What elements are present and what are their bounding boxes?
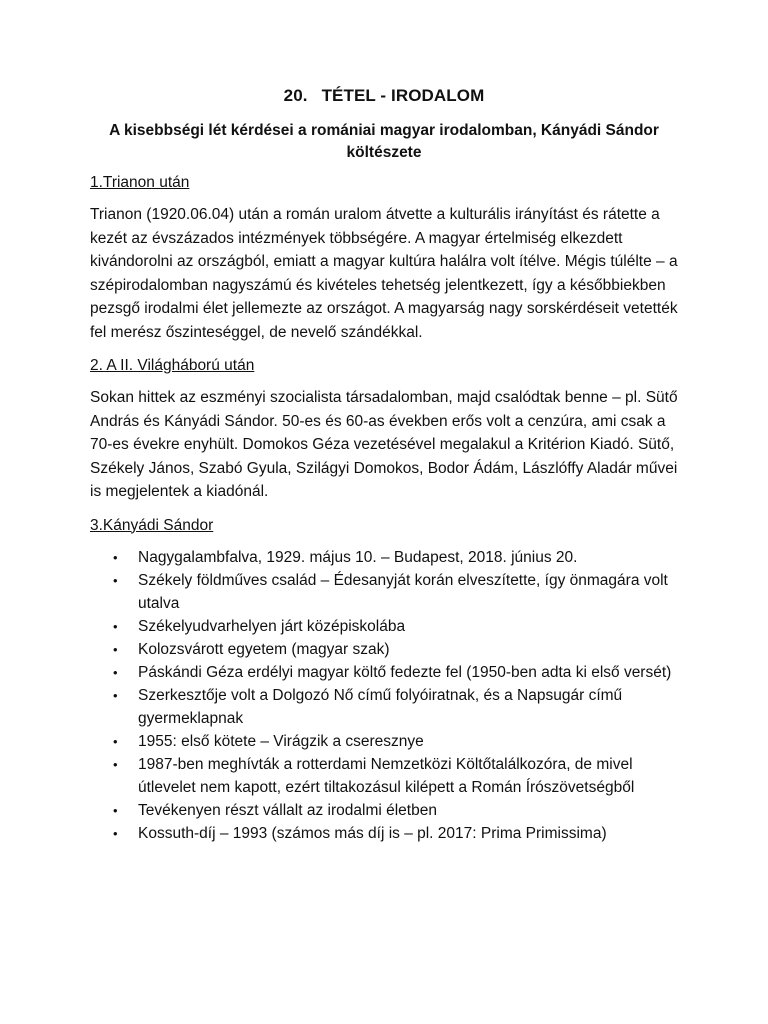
list-item [113, 569, 678, 615]
list-item-text: Kossuth-díj – 1993 (számos más díj is – pl. 2017: Prima Primissima) [138, 824, 607, 842]
section-heading-ww2: 2. A II. Világháború után [90, 357, 255, 374]
list-item [113, 799, 678, 822]
bullet-icon: • [113, 664, 118, 680]
bullet-icon: • [113, 641, 118, 657]
list-item-text: Nagygalambfalva, 1929. május 10. – Budapest, 2018. június 20. [138, 548, 578, 566]
section-paragraph-ww2: Sokan hittek az eszményi szocialista társadalomban, majd csalódtak benne – pl. Sütő András és Kányádi Sándor. 50-es és 60-as években erős volt a cenzúra, ami csak a 70-es évekre enyhült. Domokos Géza vezetésével megalakul a Kritérion Kiadó. Sütő, Székely János, Szabó Gyula, Szilágyi Domokos, Bodor Ádám, Lászlóffy Aladár művei is megjelentek a kiadónál. [90, 389, 678, 500]
bullet-icon: • [113, 756, 118, 772]
list-item [113, 684, 678, 730]
list-item [113, 661, 678, 684]
bullet-icon: • [113, 802, 118, 818]
page-subtitle: A kisebbségi lét kérdései a romániai magyar irodalomban, Kányádi Sándor költészete [109, 122, 659, 161]
bullet-icon: • [113, 618, 118, 634]
bullet-icon: • [113, 687, 118, 703]
list-item-text: Páskándi Géza erdélyi magyar költő fedezte fel (1950-ben adta ki első versét) [138, 663, 672, 681]
list-item [113, 615, 678, 638]
title-text: TÉTEL - IRODALOM [321, 86, 485, 105]
list-item [113, 730, 678, 753]
page-title [90, 86, 678, 106]
section-paragraph-trianon: Trianon (1920.06.04) után a román uralom átvette a kulturális irányítást és rátette a kezét az évszázados intézmények többségére. A magyar értelmiség elkezdett kivándorolni az országból, emiatt a magyar kultúra halálra volt ítélve. Mégis túlélte – a szépirodalomban nagyszámú és kivételes tehetség jelentkezett, így a későbbiekben pezsgő irodalmi élet jellemezte az országot. A magyarság nagy sorskérdéseit vetették fel merész őszinteséggel, de nevelő szándékkal. [90, 206, 678, 341]
list-item-text: Szerkesztője volt a Dolgozó Nő című folyóiratnak, és a Napsugár című gyermeklapnak [138, 686, 623, 727]
list-item [113, 753, 678, 799]
bullet-icon: • [113, 549, 118, 565]
list-item-text: Székelyudvarhelyen járt középiskolába [138, 617, 406, 635]
list-item-text: 1955: első kötete – Virágzik a cseresznye [138, 732, 424, 750]
list-item-text: Tevékenyen részt vállalt az irodalmi életben [138, 801, 437, 819]
bullet-icon: • [113, 733, 118, 749]
list-item-text: Kolozsvárott egyetem (magyar szak) [138, 640, 390, 658]
list-item [113, 822, 678, 845]
list-item [113, 546, 678, 569]
bullet-icon: • [113, 572, 118, 588]
kanyadi-bullet-list [90, 546, 678, 845]
list-item-text: Székely földműves család – Édesanyját korán elveszítette, így önmagára volt utalva [138, 571, 668, 612]
bullet-icon: • [113, 825, 118, 841]
list-item [113, 638, 678, 661]
list-item-text: 1987-ben meghívták a rotterdami Nemzetközi Költőtalálkozóra, de mivel útlevelet nem kapott, ezért tiltakozásul kilépett a Román Írószövetségből [138, 755, 635, 796]
section-heading-trianon: 1.Trianon után [90, 174, 190, 191]
title-number: 20. [283, 86, 308, 105]
section-heading-kanyadi: 3.Kányádi Sándor [90, 516, 214, 534]
